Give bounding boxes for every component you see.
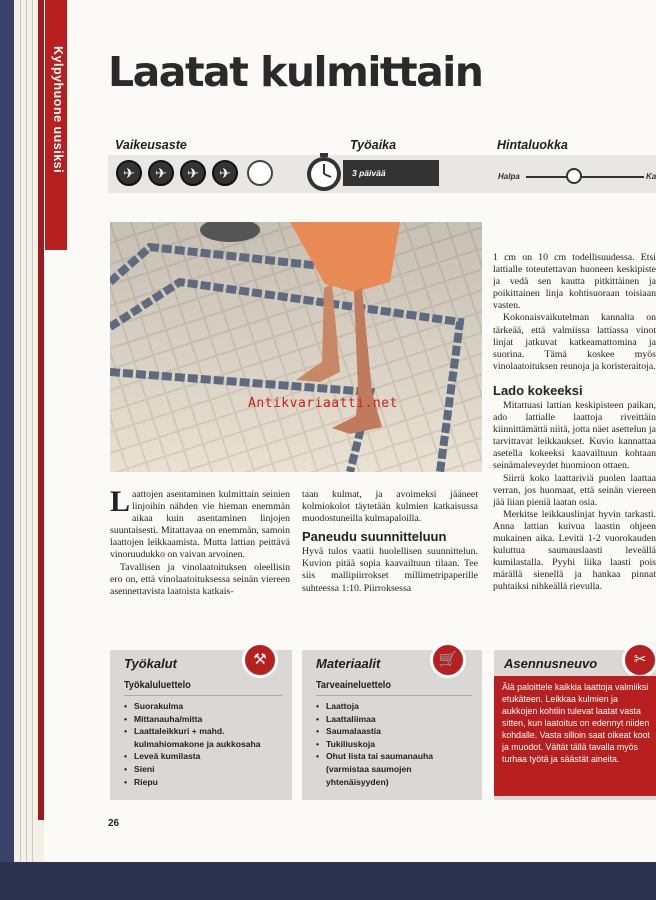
tools-title: Työkalut — [124, 656, 177, 671]
col3-heading: Lado kokeeksi — [493, 382, 583, 398]
tools-list — [124, 700, 284, 788]
book-cover-edge — [0, 0, 14, 900]
col3-paragraph-1: 1 cm on 10 cm todellisuudessa. Etsi lattialle toteutettavan huoneen keskipiste ja vedä sen kautta pitkittäinen ja poikittainen linja kohtisuoraan toisiaan vasten. — [493, 252, 656, 312]
toolbox-icon: ⚒ — [242, 642, 278, 678]
list-item: • Leveä kumilasta — [124, 750, 284, 763]
difficulty-label: Vaikeusaste — [115, 138, 187, 152]
difficulty-dot-filled-icon: ✈ — [180, 160, 206, 186]
price-scale-marker — [566, 168, 582, 184]
materials-title: Materiaalit — [316, 656, 381, 671]
list-item: • Laattoja — [316, 700, 474, 713]
list-item: • Laattaliimaa — [316, 713, 474, 726]
advice-text: Älä paloittele kaikkia laattoja valmiiksi etukäteen. Leikkaa kulmien ja aukkojen kohtiin tulevat laatat vasta sitten, kun laatoitus on edennyt niiden kohdalle. Vasta silloin saat oikeat koot ja muodot. Vältät tällä tavalla myös turhaa työtä ja säästät aineita. — [502, 682, 651, 764]
difficulty-dot-filled-icon: ✈ — [148, 160, 174, 186]
materials-list — [316, 700, 474, 788]
col3-paragraph-5: Merkitse leikkauslinjat hyvin tarkasti. Anna lattian kuivua laastin ohjeen mukainen aika. Levitä 1-2 vuorokauden kuluttua saumauslaasti leveällä kumilastalla. Pyyhi liika laasti pois märällä sienellä ja hankaa pinnat puhtaiksi nihkeällä rievulla. — [493, 508, 656, 593]
difficulty-dot-filled-icon: ✈ — [212, 160, 238, 186]
tools-subtitle: Työkaluluettelo — [124, 680, 191, 691]
page-title: Laatat kulmittain — [108, 48, 483, 96]
page-number: 26 — [108, 818, 120, 829]
time-label: Työaika — [350, 138, 397, 152]
list-item: • Saumalaastia — [316, 725, 474, 738]
body-column-1 — [110, 485, 290, 598]
tip-icon: ✂ — [622, 642, 656, 678]
watermark: Antikvariaatti.net — [248, 396, 398, 411]
price-label: Hintaluokka — [497, 138, 568, 152]
body-column-3 — [493, 252, 656, 628]
materials-divider — [316, 695, 472, 696]
stopwatch-icon — [304, 152, 344, 192]
body-column-2 — [302, 489, 478, 595]
col2-heading: Paneudu suunnitteluun — [302, 529, 447, 545]
col2-paragraph-1: taan kulmat, ja avoimeksi jääneet kolmiokolot täytetään kulmien katkaisussa muodostuneilla kulmapaloilla. — [302, 489, 478, 525]
background-below-page — [0, 862, 656, 900]
list-item: • Sieni — [124, 763, 284, 776]
col3-paragraph-4: Siirrä koko laattariviä puolen laattaa verran, jos huomaat, että seinän viereen jää liian pieniä laatan osia. — [493, 472, 656, 508]
section-tab-label: Kylpyhuone uusiksi — [51, 46, 65, 174]
col3-paragraph-3: Mitattuasi lattian keskipisteen paikan, ado lattialle laattoja riveittäin kiinnittämättä niitä, jotta näet asettelun ja tarvittavat leikkaukset. Kuvio kannattaa asetella kokeeksi kaavailtuun kohtaan seinämaleveydet huomioon ottaen. — [493, 399, 656, 472]
difficulty-dot-empty-icon — [247, 160, 273, 186]
drop-cap: L — [110, 485, 131, 518]
price-high-label: Ka — [646, 172, 656, 181]
price-low-label: Halpa — [498, 172, 520, 181]
tools-box — [110, 650, 292, 800]
col2-paragraph-2: Hyvä tulos vaatii huolellisen suunnittelun. Kuvion pitää sopia kaavailtuun tilaan. Tee siis mallipiirrokset millimetripaperille suhteessa 1:10. Piirroksessa — [302, 546, 478, 594]
difficulty-dot-filled-icon: ✈ — [116, 160, 142, 186]
tools-divider — [124, 695, 282, 696]
shopping-cart-icon: 🛒 — [430, 642, 466, 678]
list-item: • Suorakulma — [124, 700, 284, 713]
advice-title: Asennusneuvo — [504, 656, 598, 671]
col1-paragraph-1: aattojen asentaminen kulmittain seinien linjoihin nähden vie hieman enemmän aikaa kuin asentaminen linjojen suuntaisesti. Mitattavaa on enemmän, samoin laattojen leikkaamista. Mutta lattian peittävä vinoruudukko on vaivan arvoinen. — [110, 489, 290, 561]
materials-subtitle: Tarveaineluettelo — [316, 680, 391, 691]
time-value: 3 päivää — [352, 168, 386, 178]
list-item: • Laattaleikkuri + mahd. kulmahiomakone ja aukkosaha — [124, 725, 284, 750]
materials-box — [302, 650, 482, 800]
col3-paragraph-2: Kokonaisvaikutelman kannalta on tärkeää, että valmiissa lattiassa vinot linjat jatkuvat katkeamattomina ja suorina. Tämä koskee myös vinolaatoituksen reunoja ja koristeraitoja. — [493, 312, 656, 372]
col1-paragraph-2: Tavallisen ja vinolaatoituksen oleellisin ero on, että vinolaatoituksessa seinän viereen asennettavista laatoista katkais- — [110, 561, 290, 597]
list-item: • Ohut lista tai saumanauha (varmistaa saumojen yhtenäisyyden) — [316, 750, 474, 788]
list-item: • Mittanauha/mitta — [124, 713, 284, 726]
bathroom-floor-photo — [110, 222, 482, 472]
list-item: • Tukiliuskoja — [316, 738, 474, 751]
price-scale-line — [526, 176, 644, 178]
list-item: • Riepu — [124, 776, 284, 789]
